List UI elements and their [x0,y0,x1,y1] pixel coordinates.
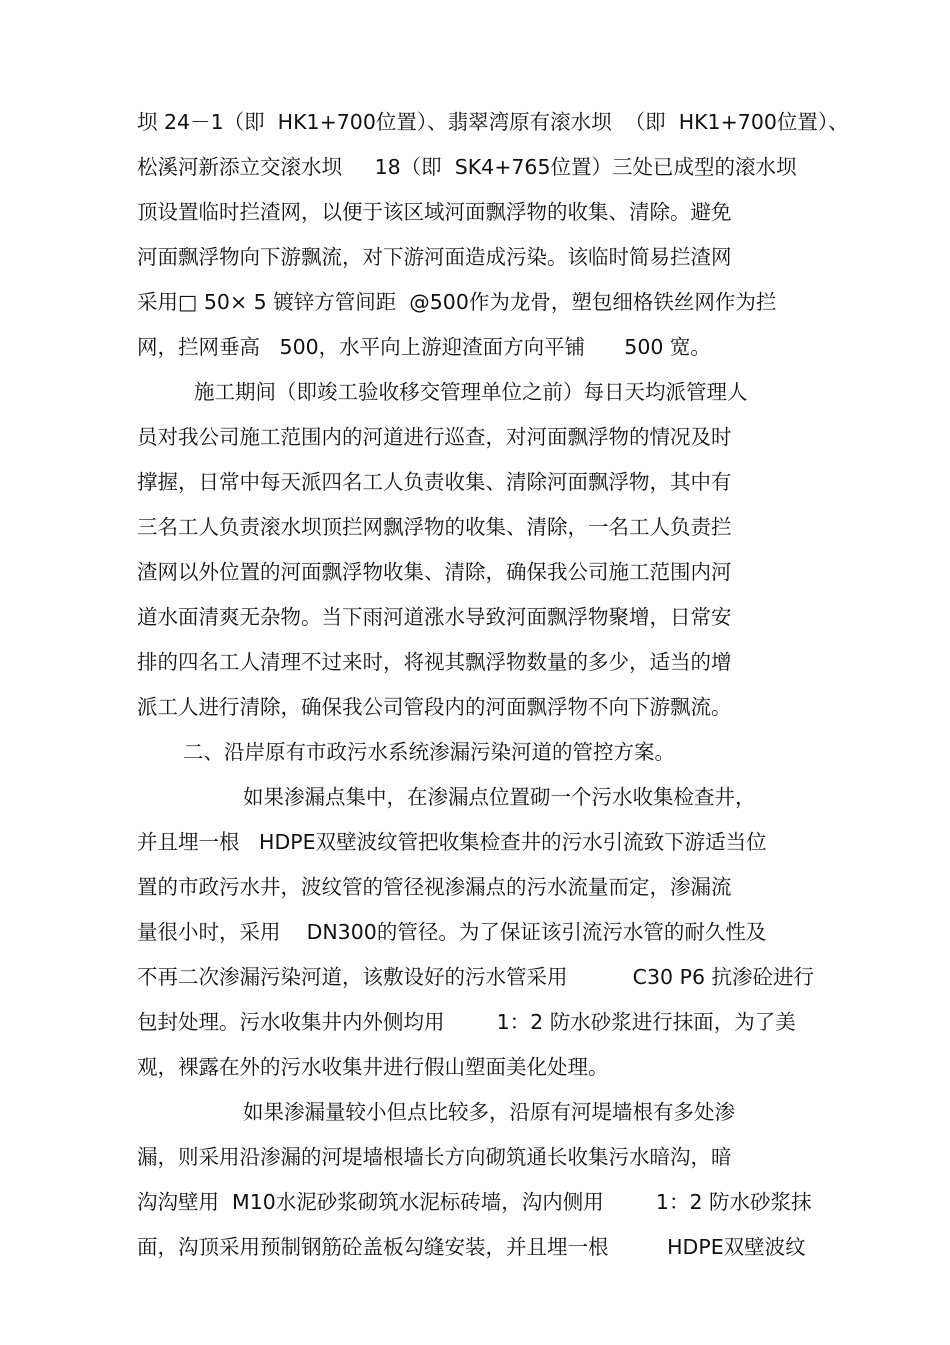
paragraph-line: 道水面清爽无杂物。当下雨河道涨水导致河面飘浮物聚增，日常安 [137,605,732,629]
paragraph-line: 不再二次渗漏污染河道，该敷设好的污水管采用 C30 P6 抗渗砼进行 [137,965,814,989]
paragraph-line: 如果渗漏量较小但点比较多，沿原有河堤墙根有多处渗 [243,1100,735,1124]
paragraph-line: 并且埋一根 HDPE双壁波纹管把收集检查井的污水引流致下游适当位 [137,830,767,854]
section-heading: 二、沿岸原有市政污水系统渗漏污染河道的管控方案。 [183,740,675,764]
paragraph-line: 坝 24－1（即 HK1+700位置）、翡翠湾原有滚水坝 （即 HK1+700位置）、 [137,110,849,134]
paragraph-line: 顶设置临时拦渣网，以便于该区域河面飘浮物的收集、清除。避免 [137,200,732,224]
paragraph-line: 采用□ 50× 5 镀锌方管间距 @500作为龙骨，塑包细格铁丝网作为拦 [137,290,777,314]
paragraph-line: 量很小时，采用 DN300的管径。为了保证该引流污水管的耐久性及 [137,920,767,944]
paragraph-line: 如果渗漏点集中，在渗漏点位置砌一个污水收集检查井， [243,785,756,809]
paragraph-line: 观，裸露在外的污水收集井进行假山塑面美化处理。 [137,1055,609,1079]
paragraph-line: 面，沟顶采用预制钢筋砼盖板勾缝安装，并且埋一根 HDPE双壁波纹 [137,1235,806,1259]
paragraph-line: 松溪河新添立交滚水坝 18（即 SK4+765位置）三处已成型的滚水坝 [137,155,797,179]
paragraph-line: 三名工人负责滚水坝顶拦网飘浮物的收集、清除，一名工人负责拦 [137,515,732,539]
paragraph-line: 沟沟壁用 M10水泥砂浆砌筑水泥标砖墙，沟内侧用 1：2 防水砂浆抹 [137,1190,812,1214]
paragraph-line: 排的四名工人清理不过来时，将视其飘浮物数量的多少，适当的增 [137,650,732,674]
paragraph-line: 撑握，日常中每天派四名工人负责收集、清除河面飘浮物，其中有 [137,470,732,494]
paragraph-line: 置的市政污水井，波纹管的管径视渗漏点的污水流量而定，渗漏流 [137,875,732,899]
paragraph-line: 河面飘浮物向下游飘流，对下游河面造成污染。该临时简易拦渣网 [137,245,732,269]
paragraph-line: 施工期间（即竣工验收移交管理单位之前）每日天均派管理人 [194,380,748,404]
paragraph-line: 派工人进行清除，确保我公司管段内的河面飘浮物不向下游飘流。 [137,695,732,719]
paragraph-line: 网，拦网垂高 500，水平向上游迎渣面方向平铺 500 宽。 [137,335,711,359]
paragraph-line: 包封处理。污水收集井内外侧均用 1：2 防水砂浆进行抹面，为了美 [137,1010,796,1034]
paragraph-line: 渣网以外位置的河面飘浮物收集、清除，确保我公司施工范围内河 [137,560,732,584]
paragraph-line: 员对我公司施工范围内的河道进行巡查，对河面飘浮物的情况及时 [137,425,732,449]
paragraph-line: 漏，则采用沿渗漏的河堤墙根墙长方向砌筑通长收集污水暗沟，暗 [137,1145,732,1169]
